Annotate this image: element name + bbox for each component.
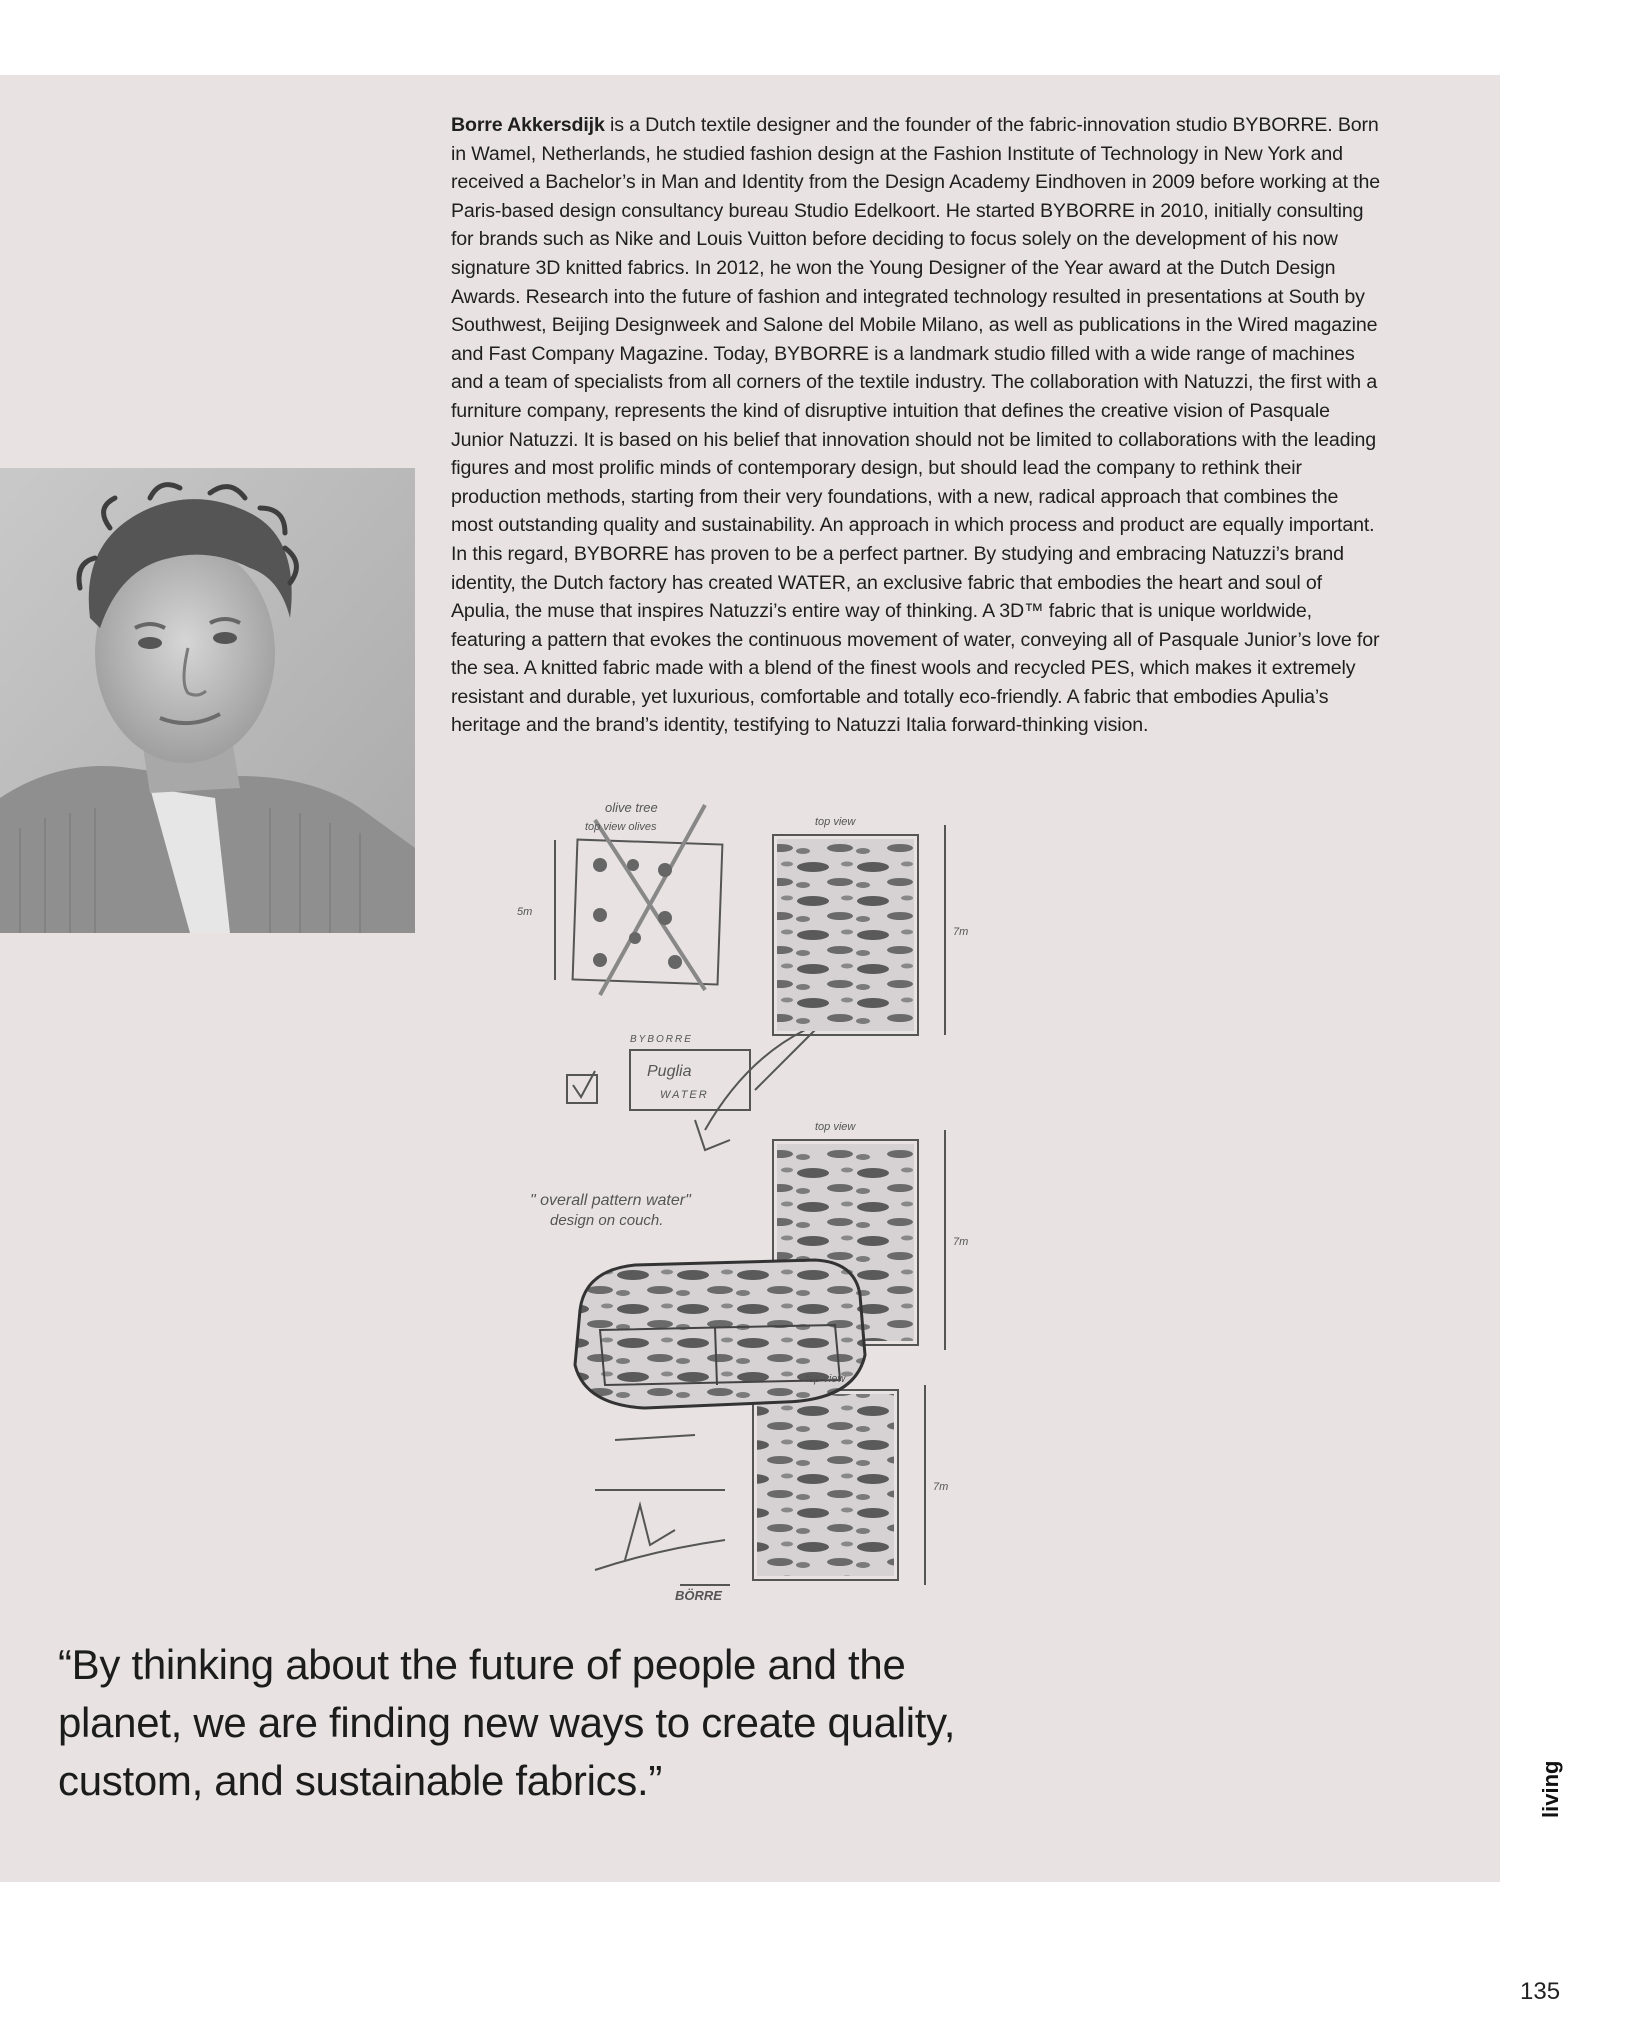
sketch-top-view-2: top view [815,1121,856,1133]
fabric-sketch-illustration [517,790,1225,1605]
sketch-puglia: Puglia [647,1063,692,1080]
bio-name: Borre Akkersdijk [451,114,605,136]
sketch-signature: BÖRRE [675,1588,722,1603]
bio-paragraph [451,111,1381,740]
sketch-top-view-3: top view [805,1373,846,1385]
bio-text: is a Dutch textile designer and the founder of the fabric-innovation studio BYBORRE. Born in Wamel, Netherlands, he studied fashion design at the Fashion Institute of Technology in New York and received a Bachelor’s in Man and Identity from the Design Academy Eindhoven in 2009 before working at the Paris-based design consultancy bureau Studio Edelkoort. He started BYBORRE in 2010, initially consulting for brands such as Nike and Louis Vuitton before deciding to focus solely on the development of his now signature 3D knitted fabrics. In 2012, he won the Young Designer of the Year award at the Dutch Design Awards. Research into the future of fashion and integrated technology resulted in presentations at South by Southwest, Beijing Designweek and Salone del Mobile Milano, as well as publications in the Wired magazine and Fast Company Magazine. Today, BYBORRE is a landmark studio filled with a wide range of machines and a team of specialists from all corners of the textile industry. The collaboration with Natuzzi, the first with a furniture company, represents the kind of disruptive intuition that defines the creative vision of Pasquale Junior Natuzzi. It is based on his belief that innovation should not be limited to collaborations with the leading figures and most prolific minds of contemporary design, but should lead the company to rethink their production methods, starting from their very foundations, with a new, radical approach that combines the most outstanding quality and sustainability. An approach in which process and product are equally important. In this regard, BYBORRE has proven to be a perfect partner. By studying and embracing Natuzzi’s brand identity, the Dutch factory has created WATER, an exclusive fabric that embodies the heart and soul of Apulia, the muse that inspires Natuzzi’s entire way of thinking. A 3D™ fabric that is unique worldwide, featuring a pattern that evokes the continuous movement of water, conveying all of Pasquale Junior’s love for the sea. A knitted fabric made with a blend of the finest wools and recycled PES, which makes it extremely resistant and durable, yet luxurious, comfortable and totally eco-friendly. A fabric that embodies Apulia’s heritage and the brand’s identity, testifying to Natuzzi Italia forward-thinking vision. [451,114,1380,737]
sketch-water: WATER [660,1089,709,1101]
sketch-label-5m: 5m [517,906,533,918]
sketch-byborre: BYBORRE [630,1034,693,1045]
sketch-label-7m-2: 7m [953,1236,969,1248]
sketch-olive-tree: olive tree [605,800,658,815]
sketch-label-7m-3: 7m [933,1481,949,1493]
pull-quote: “By thinking about the future of people and the planet, we are finding new ways to create quality, custom, and sustainable fabrics.” [58,1641,956,1804]
sketch-overall-note: " overall pattern water" [530,1192,691,1209]
sketch-top-view-olives: top view olives [585,821,657,833]
section-tag: living [1538,1760,1563,1818]
portrait-photo [0,468,415,933]
page-number: 135 [1520,1978,1561,2005]
sketch-label-7m-1: 7m [953,926,969,938]
sketch-top-view-1: top view [815,816,856,828]
sketch-design-on-couch: design on couch. [550,1212,664,1229]
